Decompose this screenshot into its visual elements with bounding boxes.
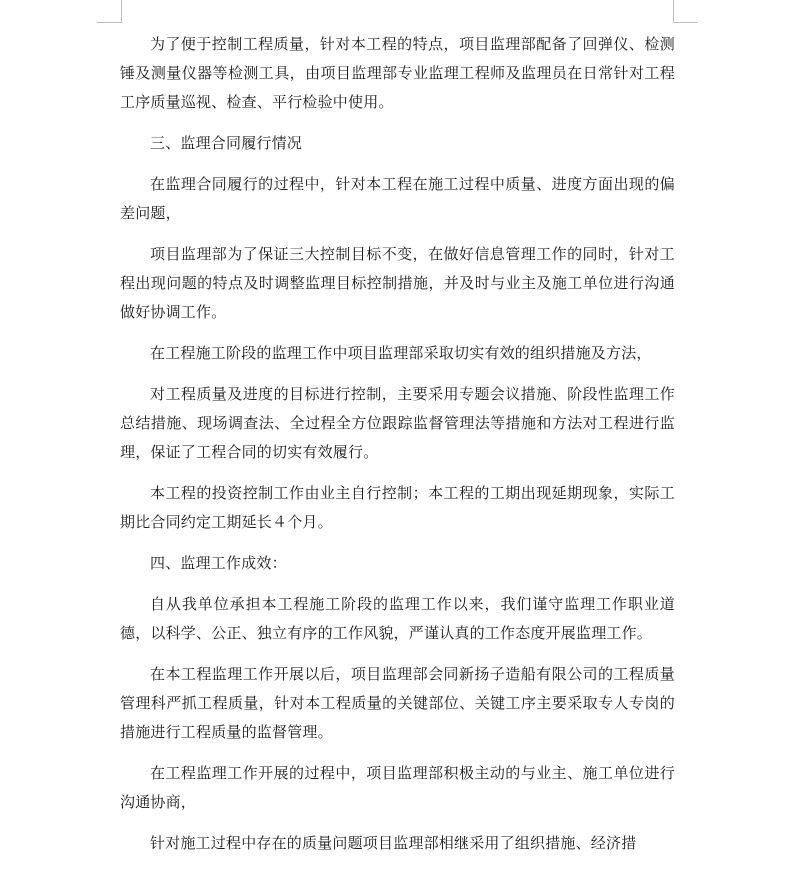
paragraph-communication: 在工程监理工作开展的过程中，项目监理部积极主动的与业主、施工单位进行沟通协商， <box>120 764 675 811</box>
paragraph-equipment: 为了便于控制工程质量，针对本工程的特点，项目监理部配备了回弹仪、检测锤及测量仪器等检测工具，由项目监理部专业监理工程师及监理员在日常针对工程工序质量巡视、检查、平行检验中使用。 <box>120 35 675 111</box>
paragraph-professional-ethics: 自从我单位承担本工程施工阶段的监理工作以来，我们谨守监理工作职业道德，以科学、公正、独立有序的工作风貌，严谨认真的工作态度开展监理工作。 <box>120 595 675 642</box>
paragraph-investment-schedule: 本工程的投资控制工作由业主自行控制；本工程的工期出现延期现象，实际工期比合同约定工期延长４个月。 <box>120 484 675 531</box>
paragraph-quality-progress-control: 对工程质量及进度的目标进行控制，主要采用专题会议措施、阶段性监理工作总结措施、现场调查法、全过程全方位跟踪监督管理法等措施和方法对工程进行监理，保证了工程合同的切实有效履行。 <box>120 385 675 461</box>
paragraph-measures-truncated: 针对施工过程中存在的质量问题项目监理部相继采用了组织措施、经济措 <box>150 834 637 852</box>
margin-corner-mark-right <box>673 0 698 23</box>
paragraph-quality-management: 在本工程监理工作开展以后，项目监理部会同新扬子造船有限公司的工程质量管理科严抓工程质量，针对本工程质量的关键部位、关键工序主要采取专人专岗的措施进行工程质量的监督管理。 <box>120 665 675 741</box>
document-body <box>120 30 675 858</box>
section-heading-results: 四、监理工作成效： <box>150 554 287 572</box>
margin-corner-mark-left <box>97 0 122 23</box>
paragraph-control-goals: 项目监理部为了保证三大控制目标不变，在做好信息管理工作的同时，针对工程出现问题的特点及时调整监理目标控制措施，并及时与业主及施工单位进行沟通做好协调工作。 <box>120 245 675 321</box>
section-heading-contract: 三、监理合同履行情况 <box>150 134 303 152</box>
paragraph-construction-phase: 在工程施工阶段的监理工作中项目监理部采取切实有效的组织措施及方法， <box>150 344 652 362</box>
paragraph-contract-deviation: 在监理合同履行的过程中，针对本工程在施工过程中质量、进度方面出现的偏差问题， <box>120 175 675 222</box>
